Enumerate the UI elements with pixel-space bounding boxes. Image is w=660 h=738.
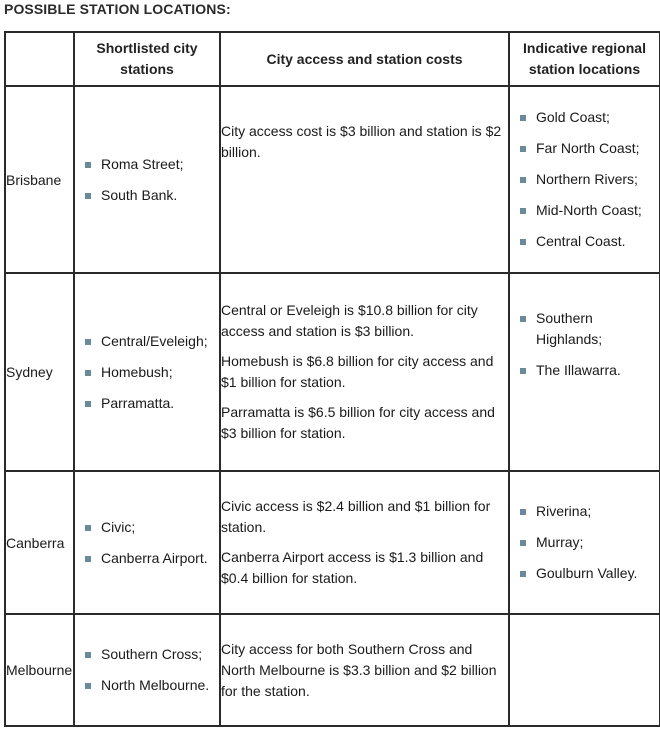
cost-cell xyxy=(220,86,509,273)
regional-location-cell xyxy=(509,86,660,273)
header-regional-locations: Indicative regional station locations xyxy=(509,32,660,86)
list-item xyxy=(83,548,219,569)
square-bullet-icon xyxy=(85,556,91,562)
table-row xyxy=(5,273,660,471)
shortlisted-station-list xyxy=(75,517,219,569)
list-item xyxy=(83,517,219,538)
list-item xyxy=(518,360,659,381)
header-costs: City access and station costs xyxy=(220,32,509,86)
list-item xyxy=(518,107,659,128)
regional-location-list xyxy=(510,107,659,252)
list-item xyxy=(83,362,219,383)
list-item xyxy=(83,644,219,665)
list-item xyxy=(518,308,659,350)
square-bullet-icon xyxy=(85,193,91,199)
list-item xyxy=(518,563,659,584)
square-bullet-icon xyxy=(520,208,526,214)
header-shortlisted-stations: Shortlisted city stations xyxy=(74,32,220,86)
square-bullet-icon xyxy=(520,368,526,374)
regional-location-label: Central Coast. xyxy=(536,233,626,249)
square-bullet-icon xyxy=(520,146,526,152)
cost-text: Canberra Airport access is $1.3 billion and $0.4 billion for station. xyxy=(221,549,484,586)
square-bullet-icon xyxy=(85,162,91,168)
square-bullet-icon xyxy=(520,316,526,322)
table-row xyxy=(5,614,660,726)
list-item xyxy=(83,393,219,414)
regional-location-cell xyxy=(509,273,660,471)
cost-cell xyxy=(220,471,509,614)
city-name: Sydney xyxy=(5,273,74,471)
list-item xyxy=(518,501,659,522)
regional-location-label: Riverina; xyxy=(536,503,592,519)
regional-location-label: Southern Highlands; xyxy=(536,310,603,347)
shortlisted-station-label: Central/Eveleigh; xyxy=(101,332,208,349)
square-bullet-icon xyxy=(85,683,91,689)
table-header-row xyxy=(5,32,660,86)
cost-cell xyxy=(220,614,509,726)
regional-location-cell xyxy=(509,614,660,726)
list-item xyxy=(518,231,659,252)
list-item xyxy=(83,331,219,352)
shortlisted-station-label: South Bank. xyxy=(101,186,178,203)
regional-location-label: Northern Rivers; xyxy=(536,171,638,187)
square-bullet-icon xyxy=(520,509,526,515)
regional-location-list xyxy=(510,501,659,584)
shortlisted-station-cell xyxy=(74,614,220,726)
regional-location-cell xyxy=(509,471,660,614)
regional-location-label: Murray; xyxy=(536,534,584,550)
list-item xyxy=(518,200,659,221)
cost-cell xyxy=(220,273,509,471)
table-row xyxy=(5,86,660,273)
station-locations-table xyxy=(4,31,660,727)
cost-text: City access cost is $3 billion and station is $2 billion. xyxy=(221,123,502,160)
shortlisted-station-list xyxy=(75,644,219,696)
square-bullet-icon xyxy=(520,239,526,245)
shortlisted-station-label: Roma Street; xyxy=(101,155,184,172)
shortlisted-station-label: Southern Cross; xyxy=(101,646,203,662)
table-row xyxy=(5,471,660,614)
city-name: Melbourne xyxy=(5,614,74,726)
cost-text: Homebush is $6.8 billion for city access and $1 billion for station. xyxy=(221,353,494,390)
square-bullet-icon xyxy=(85,401,91,407)
regional-location-label: Gold Coast; xyxy=(536,109,610,125)
square-bullet-icon xyxy=(85,370,91,376)
shortlisted-station-label: Parramatta. xyxy=(101,394,175,411)
cost-text: Civic access is $2.4 billion and $1 billion for station. xyxy=(221,498,491,535)
shortlisted-station-label: North Melbourne. xyxy=(101,677,210,693)
list-item xyxy=(83,154,219,175)
city-name: Canberra xyxy=(5,471,74,614)
square-bullet-icon xyxy=(520,177,526,183)
page-title: POSSIBLE STATION LOCATIONS: xyxy=(4,1,231,17)
city-name: Brisbane xyxy=(5,86,74,273)
square-bullet-icon xyxy=(520,571,526,577)
list-item xyxy=(518,532,659,553)
shortlisted-station-cell xyxy=(74,471,220,614)
shortlisted-station-cell xyxy=(74,86,220,273)
cost-text: Central or Eveleigh is $10.8 billion for city access and station is $3 billion. xyxy=(221,302,478,339)
regional-location-label: Far North Coast; xyxy=(536,140,640,156)
cost-text: Parramatta is $6.5 billion for city access and $3 billion for station. xyxy=(221,404,495,441)
list-item xyxy=(83,185,219,206)
shortlisted-station-cell xyxy=(74,273,220,471)
regional-location-label: Goulburn Valley. xyxy=(536,565,638,581)
list-item xyxy=(518,138,659,159)
shortlisted-station-label: Canberra Airport. xyxy=(101,549,208,566)
regional-location-list xyxy=(510,308,659,381)
shortlisted-station-label: Homebush; xyxy=(101,363,173,380)
square-bullet-icon xyxy=(85,339,91,345)
regional-location-label: The Illawarra. xyxy=(536,362,621,378)
cost-text: City access for both Southern Cross and North Melbourne is $3.3 billion and $2 billion for the station. xyxy=(221,640,497,699)
square-bullet-icon xyxy=(85,652,91,658)
list-item xyxy=(518,169,659,190)
square-bullet-icon xyxy=(520,115,526,121)
square-bullet-icon xyxy=(85,525,91,531)
square-bullet-icon xyxy=(520,540,526,546)
regional-location-label: Mid-North Coast; xyxy=(536,202,642,218)
shortlisted-station-label: Civic; xyxy=(101,518,136,535)
header-city xyxy=(5,32,74,86)
shortlisted-station-list xyxy=(75,331,219,414)
shortlisted-station-list xyxy=(75,154,219,206)
list-item xyxy=(83,675,219,696)
